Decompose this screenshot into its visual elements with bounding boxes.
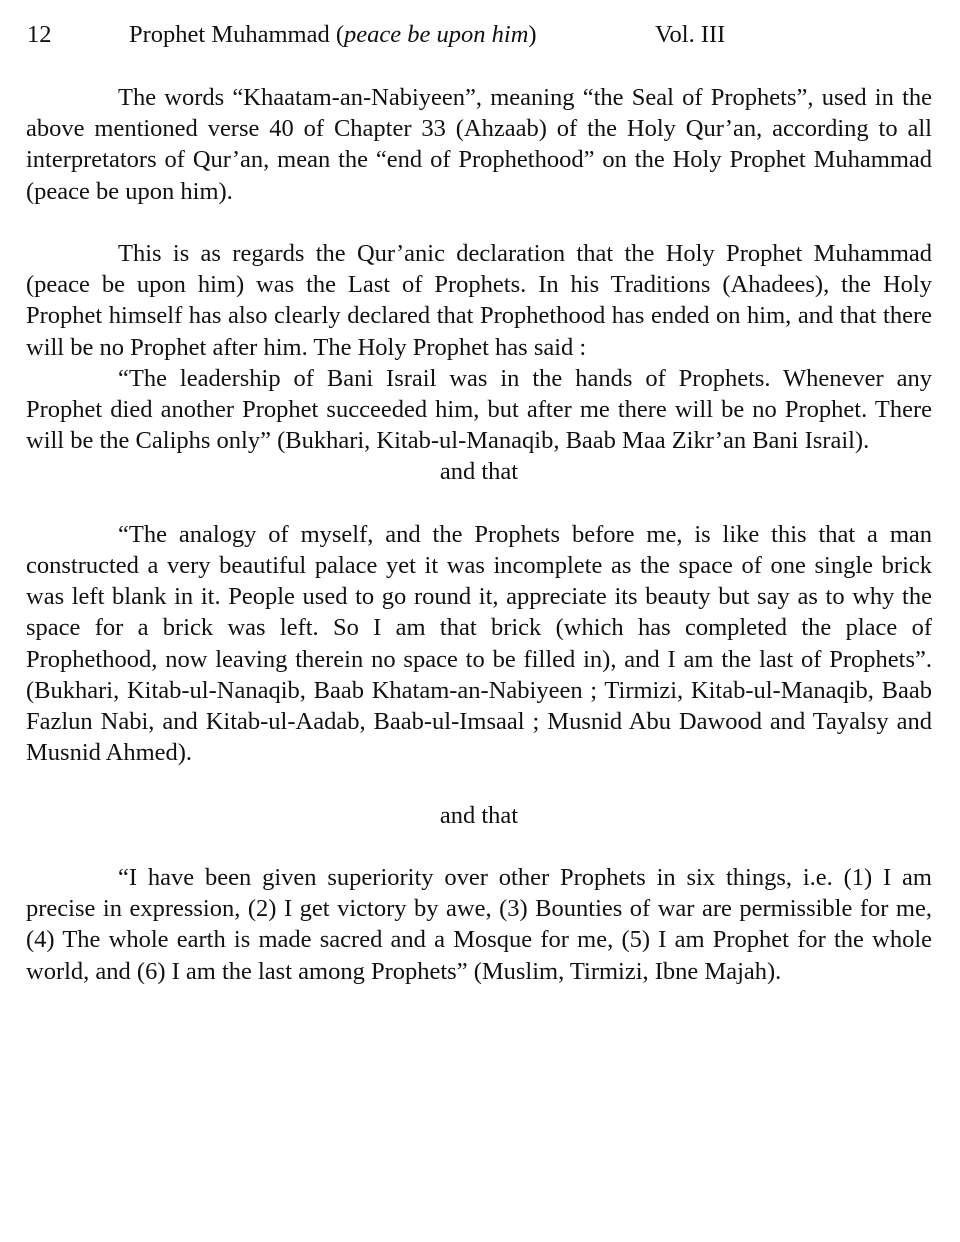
volume-label: Vol. III — [655, 21, 726, 48]
running-title-close: ) — [528, 21, 537, 48]
paragraph-seal-of-prophets: The words “Khaatam-an-Nabiyeen”, meaning “the Seal of Prophets”, used in the above mentioned verse 40 of Chapter 33 (Ahzaab) of the Holy Qur’an, according to all interpretators of Qur’an, mean the “end of Prophethood” on the Holy Prophet Muhammad (peace be upon him). — [26, 84, 932, 205]
connector-and-that: and that — [439, 458, 519, 486]
paragraph-gap — [26, 831, 932, 862]
paragraph-gap — [26, 488, 932, 519]
quote-palace-analogy: “The analogy of myself, and the Prophets before me, is like this that a man constructed a very beautiful palace yet it was incomplete as the space of one single brick was left blank in it. People used to go round it, appreciate its beauty but say as to why the space for a brick was left. So I am that brick (which has completed the place of Prophethood, now leaving therein no space to be filled in), and I am the last of Prophets”. (Bukhari, Kitab-ul-Nanaqib, Baab Khatam-an-Nabiyeen ; Tirmizi, Kitab-ul-Manaqib, Baab Fazlun Nabi, and Kitab-ul-Aadab, Baab-ul-Imsaal ; Musnid Abu Dawood and Tayalsy and Musnid Ahmed). — [26, 520, 932, 767]
paragraph-gap — [26, 768, 932, 799]
quote-six-things: “I have been given superiority over other Prophets in six things, i.e. (1) I am precise in expression, (2) I get victory by awe, (3) Bounties of war are permissible for me, (4) The whole earth is made sacred and a Mosque for me, (5) I am Prophet for the whole world, and (6) I am the last among Prophets” (Muslim, Tirmizi, Ibne Majah). — [26, 864, 932, 985]
body-text — [26, 82, 932, 987]
paragraph-quranic-declaration: This is as regards the Qur’anic declaration that the Holy Prophet Muhammad (peace be upon him) was the Last of Prophets. In his Traditions (Ahadees), the Holy Prophet himself has also clearly declared that Prophethood has ended on him, and that there will be no Prophet after him. The Holy Prophet has said : — [26, 240, 932, 361]
running-title-italic: peace be upon him — [344, 21, 529, 48]
page-number: 12 — [27, 21, 52, 48]
connector-and-that: and that — [439, 801, 519, 829]
paragraph-gap — [26, 207, 932, 238]
running-header — [27, 18, 933, 52]
running-title — [129, 18, 537, 52]
running-title-main: Prophet Muhammad ( — [129, 21, 345, 48]
quote-bani-israil: “The leadership of Bani Israil was in the hands of Prophets. Whenever any Prophet died another Prophet succeeded him, but after me there will be no Prophet. There will be the Caliphs only” (Bukhari, Kitab-ul-Manaqib, Baab Maa Zikr’an Bani Israil). — [26, 364, 932, 455]
